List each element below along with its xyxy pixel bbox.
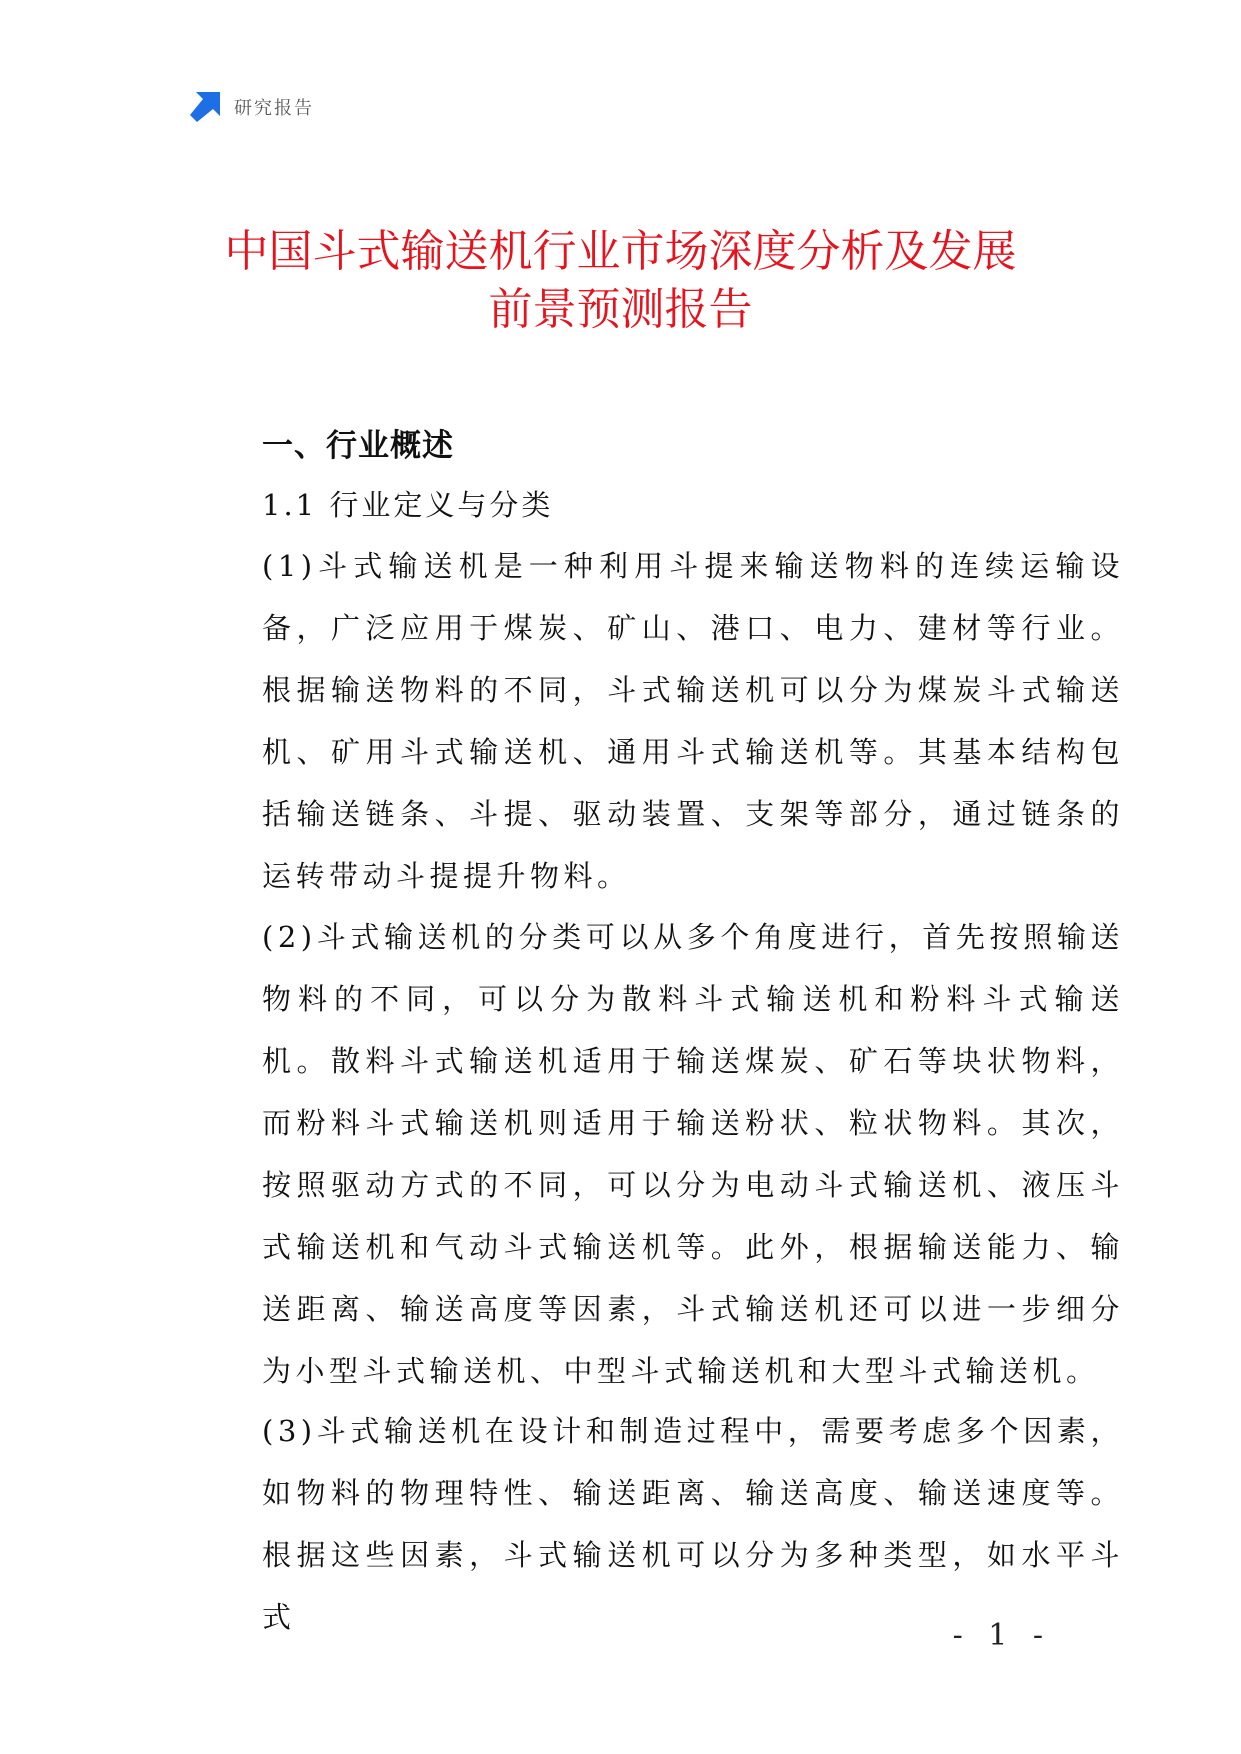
- body-paragraph-2: (2)斗式输送机的分类可以从多个角度进行，首先按照输送物料的不同，可以分为散料斗式输送机和粉料斗式输送机。散料斗式输送机适用于输送煤炭、矿石等块状物料，而粉料斗式输送机则适用于输送粉状、粒状物料。其次，按照驱动方式的不同，可以分为电动斗式输送机、液压斗式输送机和气动斗式输送机等。此外，根据输送能力、输送距离、输送高度等因素，斗式输送机还可以进一步细分为小型斗式输送机、中型斗式输送机和大型斗式输送机。: [262, 920, 1124, 1388]
- body-paragraph-3: (3)斗式输送机在设计和制造过程中，需要考虑多个因素，如物料的物理特性、输送距离、输送高度、输送速度等。根据这些因素，斗式输送机可以分为多种类型，如水平斗式: [262, 1414, 1124, 1634]
- body-paragraph-1: (1)斗式输送机是一种利用斗提来输送物料的连续运输设备，广泛应用于煤炭、矿山、港口、电力、建材等行业。根据输送物料的不同，斗式输送机可以分为煤炭斗式输送机、矿用斗式输送机、通用斗式输送机等。其基本结构包括输送链条、斗提、驱动装置、支架等部分，通过链条的运转带动斗提提升物料。: [262, 549, 1124, 893]
- subsection-heading: 1.1 行业定义与分类: [262, 488, 554, 522]
- arrow-up-right-icon: [190, 92, 220, 122]
- section-heading: 一、行业概述: [262, 428, 454, 464]
- document-header: [190, 92, 314, 122]
- document-title-line-2: 前景预测报告: [488, 284, 753, 335]
- header-label: 研究报告: [234, 98, 314, 119]
- document-title-line-1: 中国斗式输送机行业市场深度分析及发展: [224, 226, 1017, 277]
- page-number: - 1 -: [952, 1618, 1051, 1653]
